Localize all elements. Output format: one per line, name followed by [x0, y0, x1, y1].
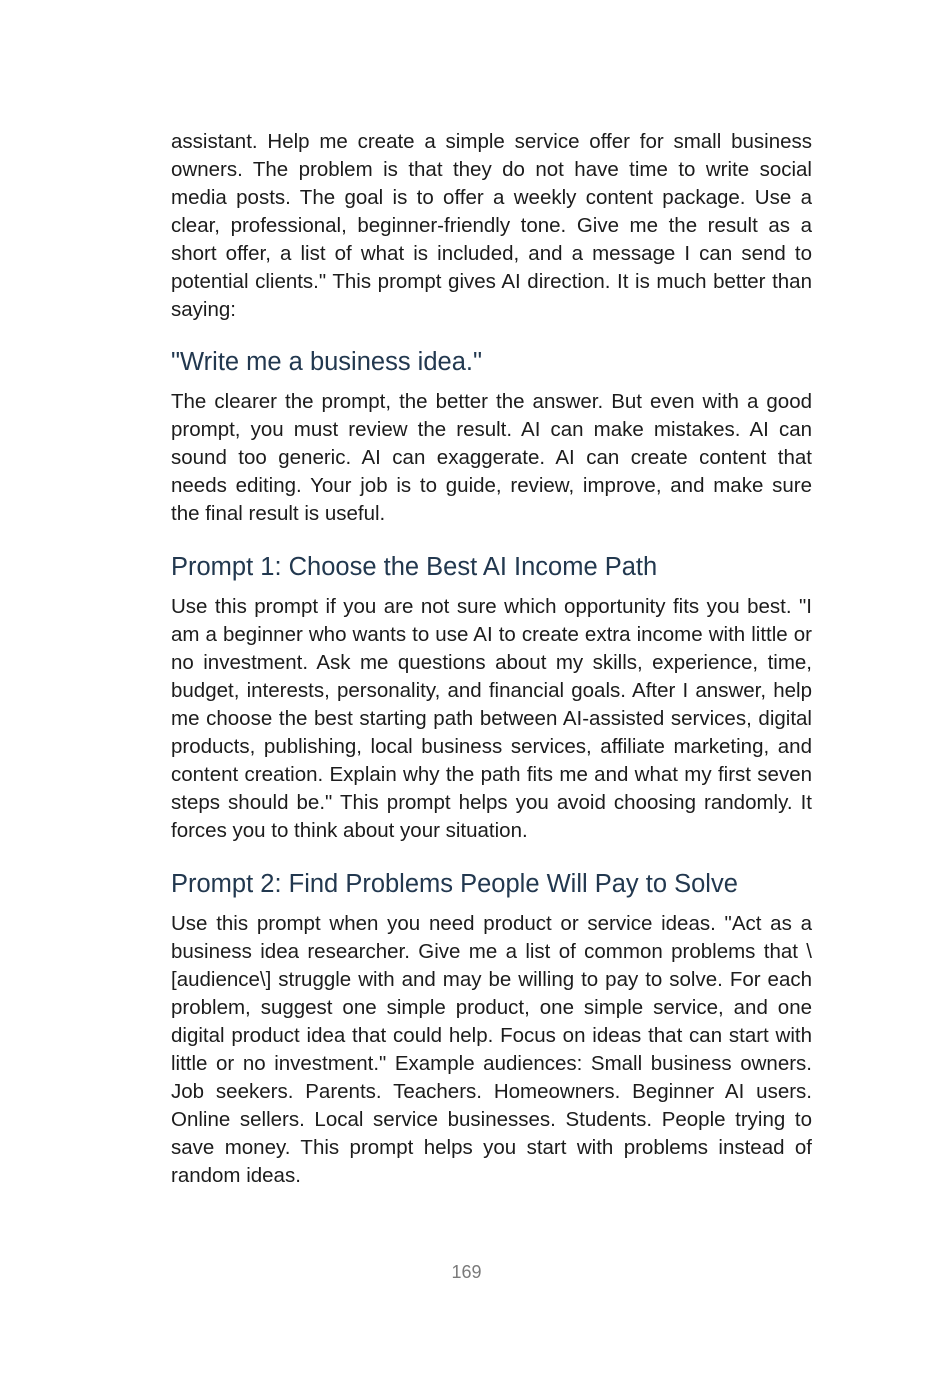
page-body	[171, 128, 812, 1190]
body-paragraph: assistant. Help me create a simple service offer for small business owners. The problem is that they do not have time to write social media posts. The goal is to offer a weekly content package. Use a clear, professional, beginner-friendly tone. Give me the result as a short offer, a list of what is included, and a message I can send to potential clients." This prompt gives AI direction. It is much better than saying:	[171, 130, 812, 321]
section-heading: Prompt 2: Find Problems People Will Pay to Solve	[171, 870, 738, 898]
body-paragraph: Use this prompt if you are not sure which opportunity fits you best. "I am a beginner who wants to use AI to create extra income with little or no investment. Ask me questions about my skills, experience, time, budget, interests, personality, and financial goals. After I answer, help me choose the best starting path between AI-assisted services, digital products, publishing, local business services, affiliate marketing, and content creation. Explain why the path fits me and what my first seven steps should be." This prompt helps you avoid choosing randomly. It forces you to think about your situation.	[171, 595, 812, 842]
section-heading: "Write me a business idea."	[171, 348, 483, 376]
body-paragraph: Use this prompt when you need product or service ideas. "Act as a business idea researcher. Give me a list of common problems that \[audience\] struggle with and may be willing to pay to solve. For each problem, suggest one simple product, one simple service, and one digital product idea that could help. Focus on ideas that can start with little or no investment." Example audiences: Small business owners. Job seekers. Parents. Teachers. Homeowners. Beginner AI users. Online sellers. Local service businesses. Students. People trying to save money. This prompt helps you start with problems instead of random ideas.	[171, 912, 812, 1187]
body-paragraph: The clearer the prompt, the better the answer. But even with a good prompt, you must review the result. AI can make mistakes. AI can sound too generic. AI can exaggerate. AI can create content that needs editing. Your job is to guide, review, improve, and make sure the final result is useful.	[171, 390, 812, 525]
section-heading: Prompt 1: Choose the Best AI Income Path	[171, 553, 658, 581]
page-number: 169	[451, 1262, 482, 1282]
